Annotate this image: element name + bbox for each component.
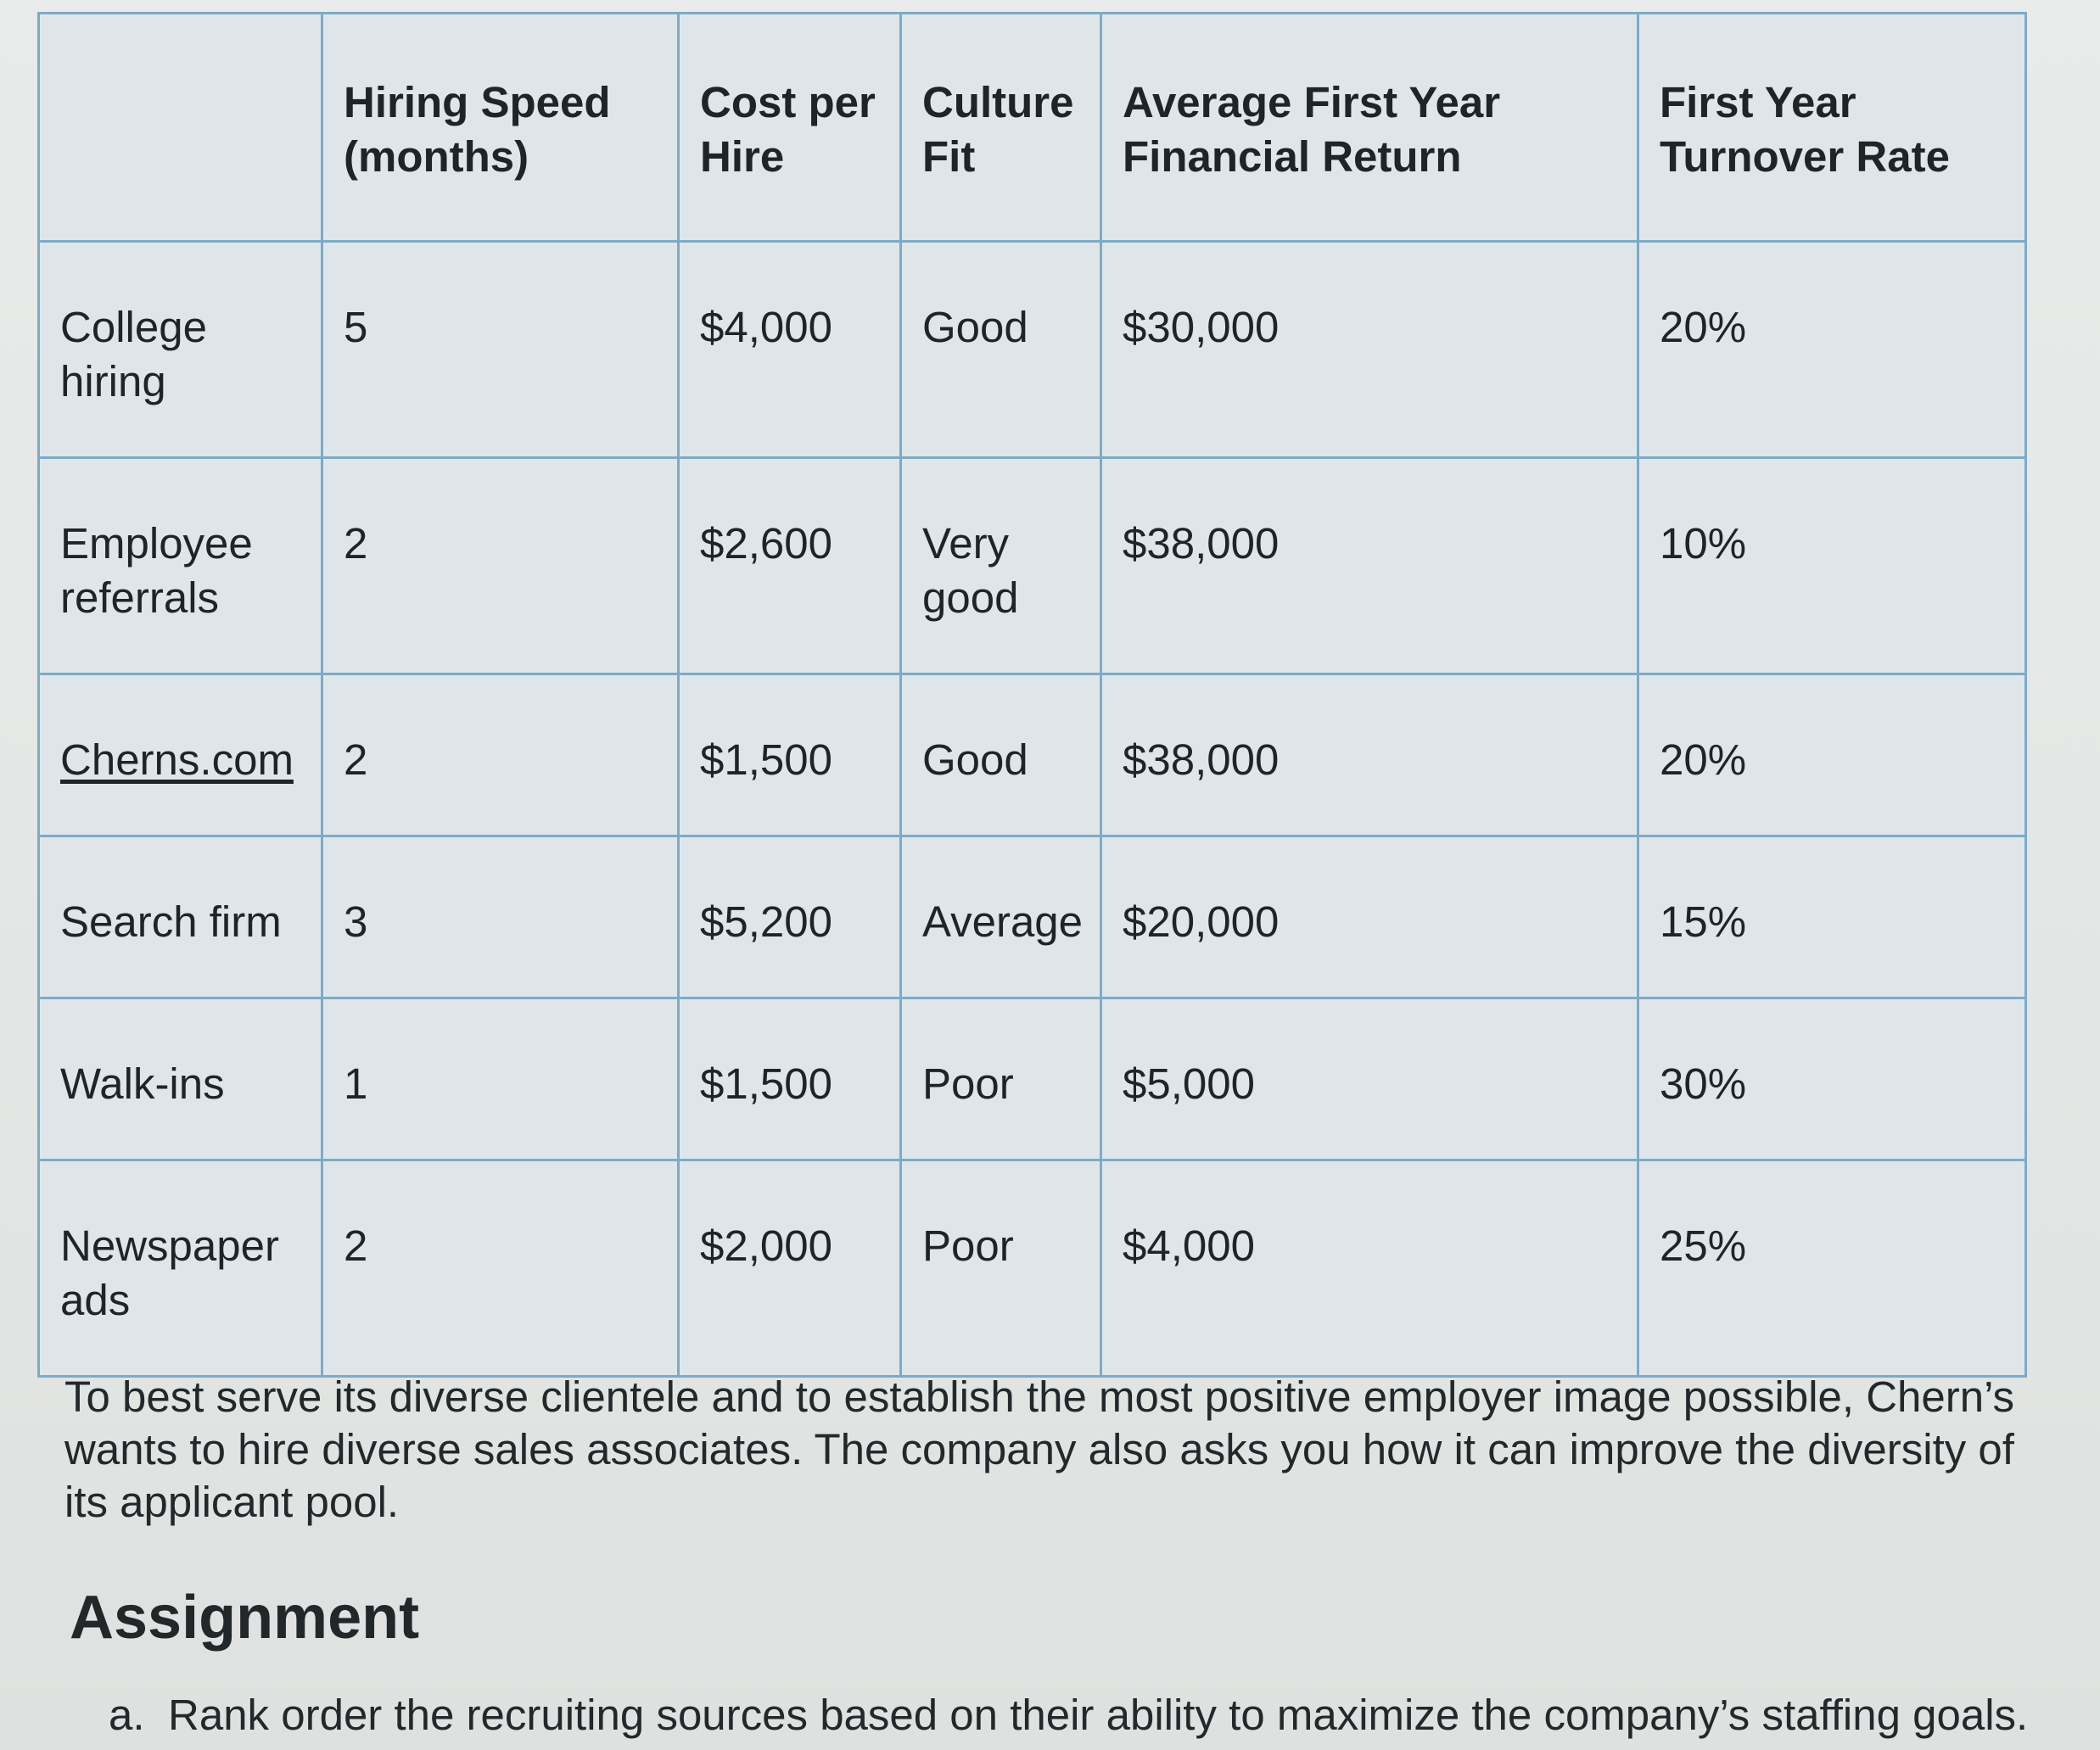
table-row: [39, 998, 2026, 1160]
assignment-list: [109, 1688, 2028, 1742]
cell-hiring-speed: 2: [322, 1160, 679, 1377]
table-row: [39, 836, 2026, 998]
table-row: [39, 1160, 2026, 1377]
cell-culture-fit: Very good: [901, 458, 1101, 674]
cell-turnover-rate: 15%: [1638, 836, 2026, 998]
table-row: [39, 242, 2026, 458]
cell-cost-per-hire: $4,000: [679, 242, 901, 458]
cell-hiring-speed: 3: [322, 836, 679, 998]
cell-turnover-rate: 20%: [1638, 674, 2026, 836]
table-header-row: [39, 14, 2026, 242]
recruiting-sources-table: [37, 12, 2027, 1378]
cell-cost-per-hire: $5,200: [679, 836, 901, 998]
cell-financial-return: $4,000: [1101, 1160, 1638, 1377]
header-corner-cell: [39, 14, 322, 242]
cell-culture-fit: Poor: [901, 998, 1101, 1160]
cell-hiring-speed: 2: [322, 674, 679, 836]
row-label-employee-referrals: Employee referrals: [39, 458, 322, 674]
header-cost-per-hire: Cost per Hire: [679, 14, 901, 242]
list-item-text: Rank order the recruiting sources based on their ability to maximize the company’s staffing goals.: [168, 1691, 2029, 1739]
cell-culture-fit: Average: [901, 836, 1101, 998]
cell-cost-per-hire: $2,000: [679, 1160, 901, 1377]
row-label-newspaper-ads: Newspaper ads: [39, 1160, 322, 1377]
row-label-search-firm: Search firm: [39, 836, 322, 998]
cell-financial-return: $5,000: [1101, 998, 1638, 1160]
header-culture-fit: Culture Fit: [901, 14, 1101, 242]
header-turnover-rate: First Year Turnover Rate: [1638, 14, 2026, 242]
row-label-cherns-com: [39, 674, 322, 836]
row-label-walk-ins: Walk-ins: [39, 998, 322, 1160]
header-hiring-speed: Hiring Speed (months): [322, 14, 679, 242]
cell-turnover-rate: 20%: [1638, 242, 2026, 458]
cell-culture-fit: Poor: [901, 1160, 1101, 1377]
cell-hiring-speed: 5: [322, 242, 679, 458]
cell-culture-fit: Good: [901, 242, 1101, 458]
cell-turnover-rate: 25%: [1638, 1160, 2026, 1377]
header-financial-return: Average First Year Financial Return: [1101, 14, 1638, 242]
cherns-com-link[interactable]: Cherns.com: [60, 735, 294, 784]
cell-hiring-speed: 1: [322, 998, 679, 1160]
cell-cost-per-hire: $1,500: [679, 998, 901, 1160]
cell-turnover-rate: 30%: [1638, 998, 2026, 1160]
cell-financial-return: $38,000: [1101, 458, 1638, 674]
diversity-paragraph: To best serve its diverse clientele and to establish the most positive employer image possible, Chern’s wants to hire diverse sales associates. The company also asks you how it can improve the diversity of its applicant pool.: [64, 1373, 2015, 1526]
cell-culture-fit: Good: [901, 674, 1101, 836]
cell-hiring-speed: 2: [322, 458, 679, 674]
cell-cost-per-hire: $1,500: [679, 674, 901, 836]
list-item: [109, 1688, 2028, 1742]
cell-financial-return: $30,000: [1101, 242, 1638, 458]
cell-turnover-rate: 10%: [1638, 458, 2026, 674]
table-row: [39, 674, 2026, 836]
cell-financial-return: $38,000: [1101, 674, 1638, 836]
table-row: [39, 458, 2026, 674]
cell-cost-per-hire: $2,600: [679, 458, 901, 674]
list-item-marker: a.: [109, 1691, 145, 1739]
assignment-heading: Assignment: [70, 1584, 420, 1652]
row-label-college-hiring: College hiring: [39, 242, 322, 458]
cell-financial-return: $20,000: [1101, 836, 1638, 998]
